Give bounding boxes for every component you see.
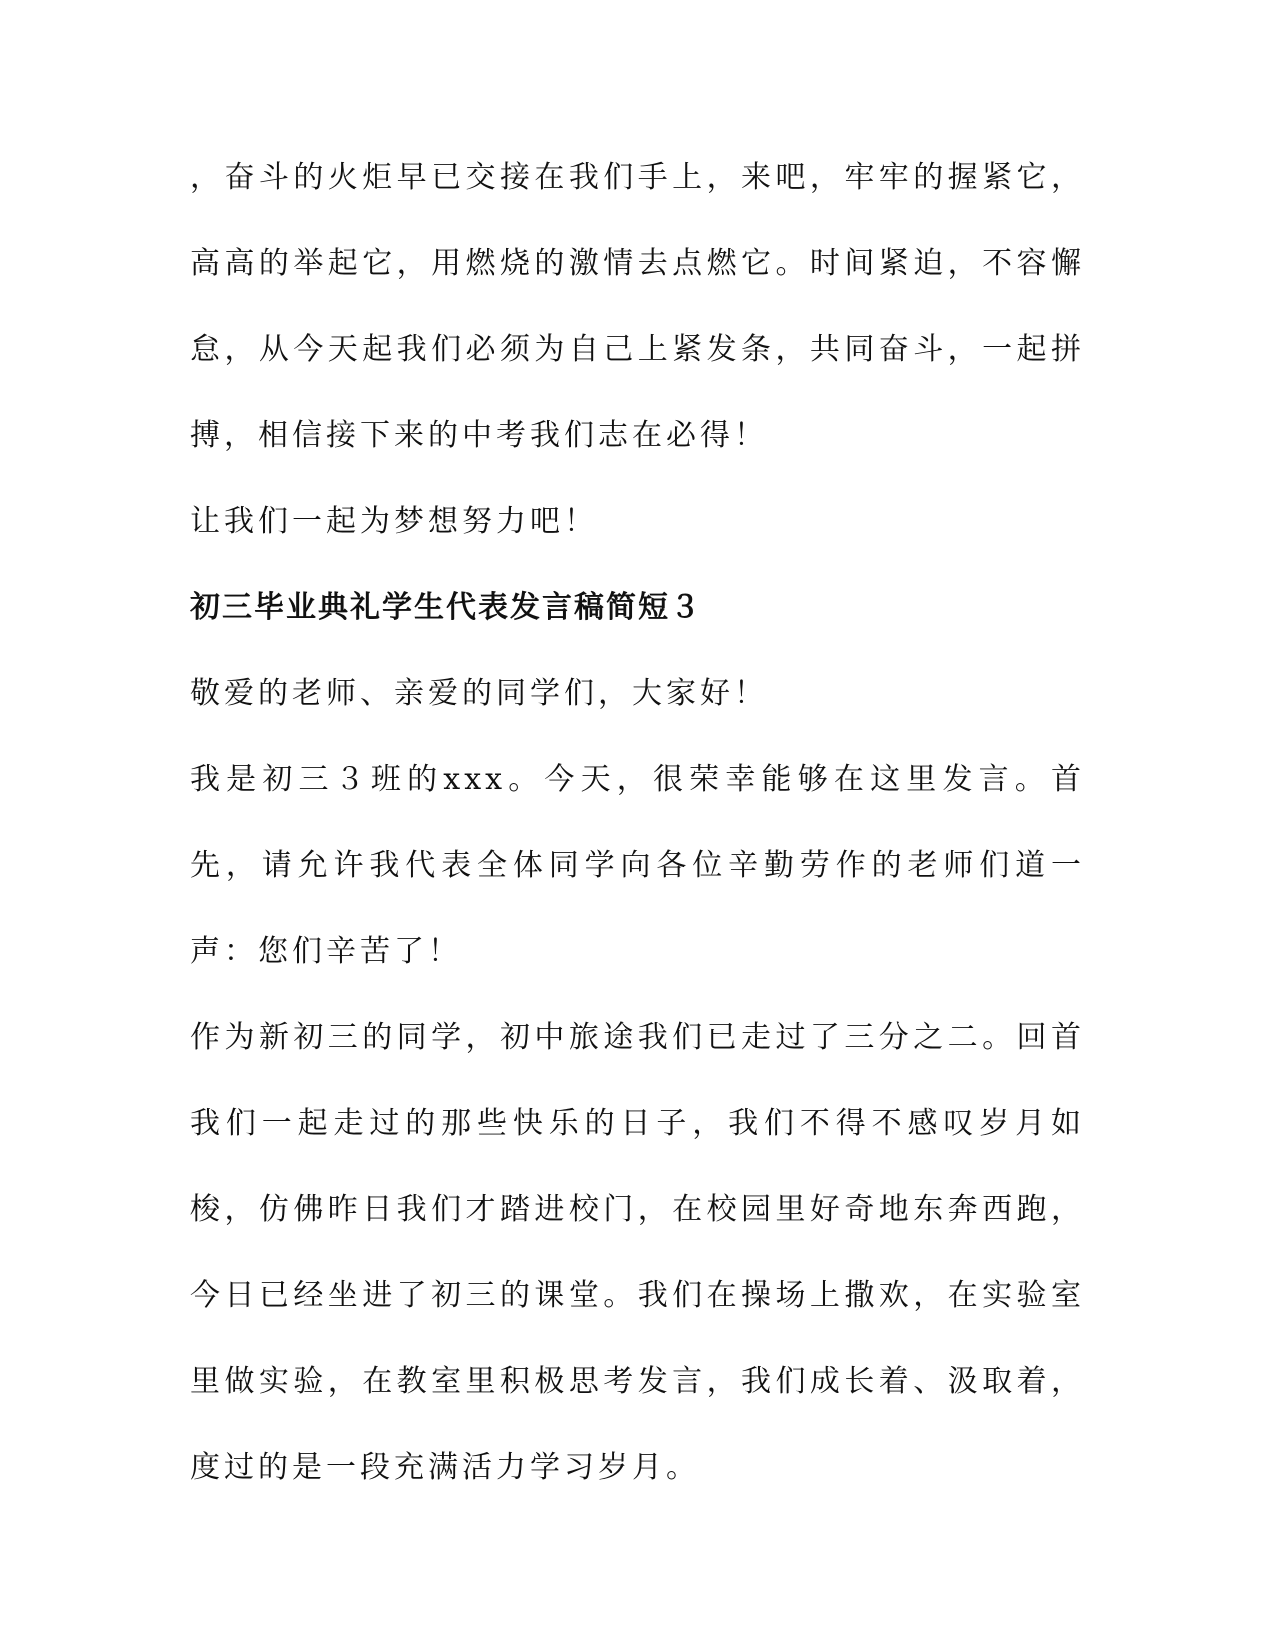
paragraph-dream: 让我们一起为梦想努力吧！: [190, 504, 598, 539]
section-heading: 初三毕业典礼学生代表发言稿简短３: [190, 590, 702, 625]
paragraph-torch: ，奋斗的火炬早已交接在我们手上，来吧，牢牢的握紧它，高高的举起它，用燃烧的激情去点燃它。时间紧迫，不容懈怠，从今天起我们必须为自己上紧发条，共同奋斗，一起拼搏，相信接下来的中考我们志在必得！: [190, 160, 1085, 453]
paragraph-greeting: 敬爱的老师、亲爱的同学们，大家好！: [190, 676, 768, 711]
paragraph-introduction: 我是初三３班的xxx。今天，很荣幸能够在这里发言。首先，请允许我代表全体同学向各位辛勤劳作的老师们道一声：您们辛苦了！: [190, 762, 1085, 969]
paragraph-reflection: 作为新初三的同学，初中旅途我们已走过了三分之二。回首我们一起走过的那些快乐的日子，我们不得不感叹岁月如梭，仿佛昨日我们才踏进校门，在校园里好奇地东奔西跑，今日已经坐进了初三的课堂。我们在操场上撒欢，在实验室里做实验，在教室里积极思考发言，我们成长着、汲取着，度过的是一段充满活力学习岁月。: [190, 1020, 1085, 1485]
document-body: [190, 135, 1085, 1511]
